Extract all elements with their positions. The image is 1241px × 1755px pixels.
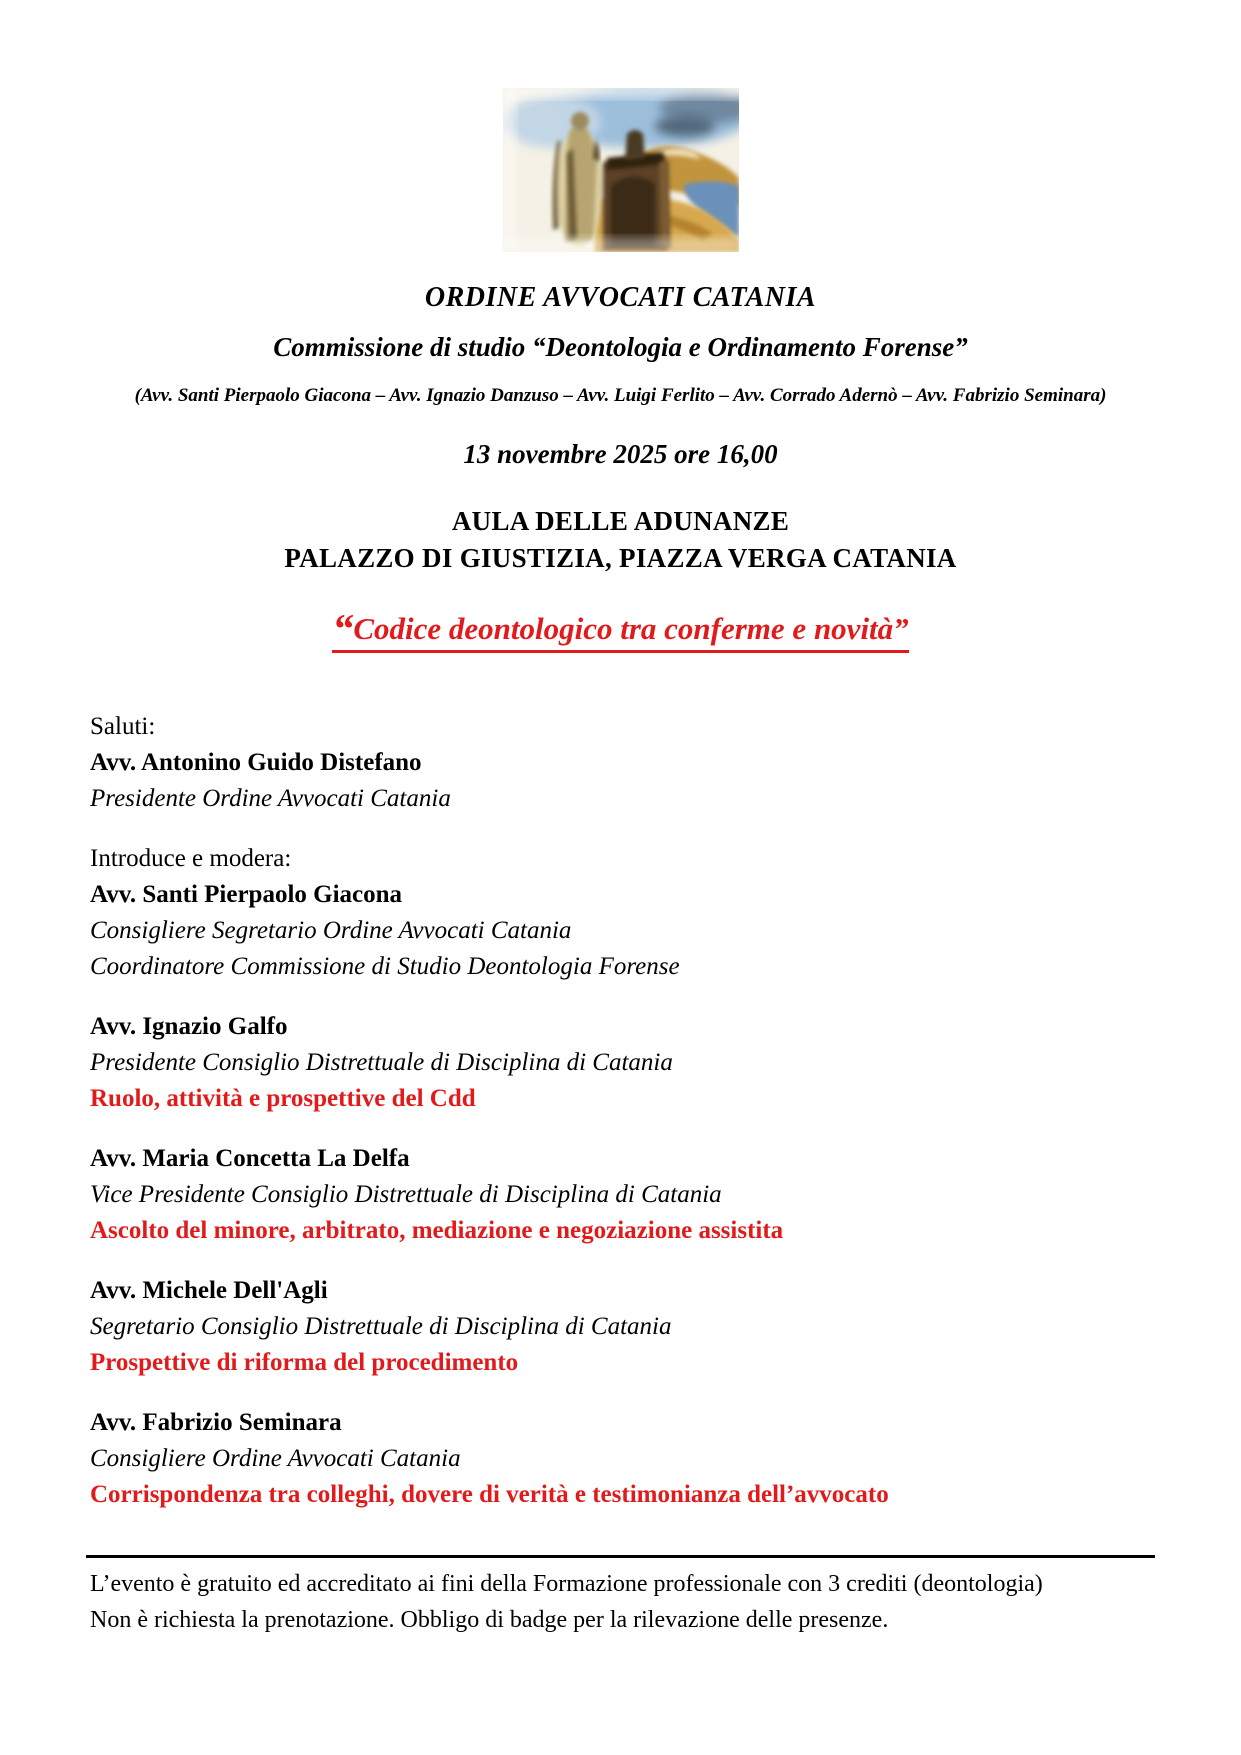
program-section-speaker-4 xyxy=(90,1405,1153,1513)
program-list xyxy=(90,709,1153,1513)
speaker-role: Consigliere Segretario Ordine Avvocati Catania xyxy=(90,917,572,944)
section-lead: Saluti: xyxy=(90,713,156,740)
speaker-name: Avv. Maria Concetta La Delfa xyxy=(90,1145,410,1172)
speaker-name: Avv. Santi Pierpaolo Giacona xyxy=(90,881,403,908)
speaker-role: Consigliere Ordine Avvocati Catania xyxy=(90,1445,461,1472)
speaker-role: Presidente Ordine Avvocati Catania xyxy=(90,785,451,812)
footer-note-badge: Non è richiesta la prenotazione. Obbligo di badge per la rilevazione delle presenze. xyxy=(90,1607,889,1633)
speaker-role: Segretario Consiglio Distrettuale di Disciplina di Catania xyxy=(90,1313,672,1340)
speaker-name: Avv. Michele Dell'Agli xyxy=(90,1277,328,1304)
speaker-name: Avv. Antonino Guido Distefano xyxy=(90,749,422,776)
venue-line-2: PALAZZO DI GIUSTIZIA, PIAZZA VERGA CATANIA xyxy=(284,543,957,573)
commission-members-line: (Avv. Santi Pierpaolo Giacona – Avv. Ignazio Danzuso – Avv. Luigi Ferlito – Avv. Corrado Adernò – Avv. Fabrizio Seminara) xyxy=(134,385,1107,406)
speaker-topic: Ascolto del minore, arbitrato, mediazione e negoziazione assistita xyxy=(90,1217,784,1244)
speaker-name: Avv. Fabrizio Seminara xyxy=(90,1409,342,1436)
program-section-speaker-1 xyxy=(90,1009,1153,1117)
speaker-name: Avv. Ignazio Galfo xyxy=(90,1013,288,1040)
footer-notes xyxy=(90,1566,1171,1638)
section-lead: Introduce e modera: xyxy=(90,845,292,872)
speaker-role: Vice Presidente Consiglio Distrettuale di Disciplina di Catania xyxy=(90,1181,722,1208)
venue-line-1: AULA DELLE ADUNANZE xyxy=(451,506,790,536)
speaker-topic: Ruolo, attività e prospettive del Cdd xyxy=(90,1085,476,1112)
flyer-header xyxy=(0,88,1241,653)
event-title xyxy=(332,607,909,653)
speaker-role: Coordinatore Commissione di Studio Deontologia Forense xyxy=(90,953,680,980)
organization-title: ORDINE AVVOCATI CATANIA xyxy=(424,282,817,313)
footer-divider xyxy=(86,1555,1155,1558)
event-title-text: Codice deontologico tra conferme e novità” xyxy=(353,611,909,646)
event-title-wrap xyxy=(0,607,1241,653)
program-section-speaker-2 xyxy=(90,1141,1153,1249)
event-venue xyxy=(0,503,1241,577)
commission-subtitle: Commissione di studio “Deontologia e Ordinamento Forense” xyxy=(273,332,968,362)
footer-note-credits: L’evento è gratuito ed accreditato ai fini della Formazione professionale con 3 crediti (deontologia) xyxy=(90,1571,1043,1597)
speaker-topic: Prospettive di riforma del procedimento xyxy=(90,1349,519,1376)
speaker-role: Presidente Consiglio Distrettuale di Disciplina di Catania xyxy=(90,1049,673,1076)
program-section-moderator xyxy=(90,841,1153,985)
watercolor-artwork xyxy=(503,88,739,252)
program-section-saluti xyxy=(90,709,1153,817)
event-title-open-quote: “ xyxy=(332,607,354,653)
program-section-speaker-3 xyxy=(90,1273,1153,1381)
speaker-topic: Corrispondenza tra colleghi, dovere di verità e testimonianza dell’avvocato xyxy=(90,1481,889,1508)
event-datetime: 13 novembre 2025 ore 16,00 xyxy=(463,439,778,469)
